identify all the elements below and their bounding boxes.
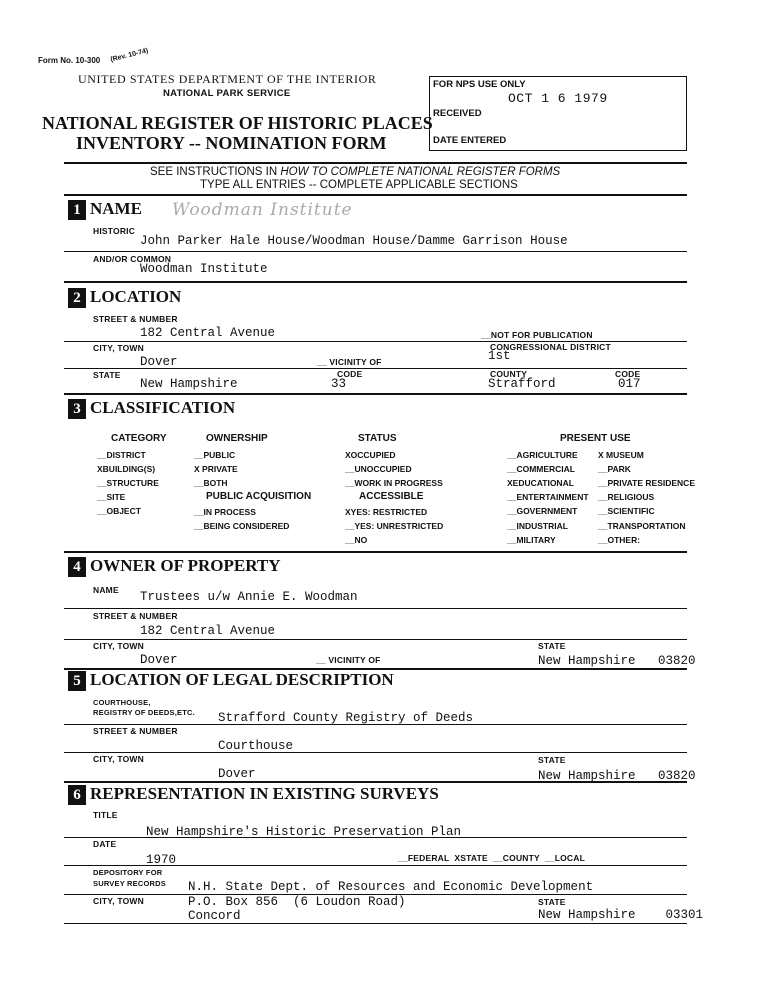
- county: Strafford: [488, 377, 556, 391]
- owner-city: Dover: [140, 653, 178, 667]
- section-number: 6: [68, 785, 86, 805]
- survey-date-label: DATE: [93, 839, 117, 849]
- divider: [64, 724, 687, 725]
- historic-name: John Parker Hale House/Woodman House/Damme Garrison House: [140, 234, 568, 248]
- section-title: OWNER OF PROPERTY: [90, 556, 281, 575]
- divider: [64, 281, 687, 283]
- owner-city-label: CITY, TOWN: [93, 641, 144, 651]
- present-use-option[interactable]: __AGRICULTURE: [507, 450, 578, 460]
- section-classification-heading: [68, 398, 235, 419]
- legal-state-label: STATE: [538, 755, 566, 765]
- owner-state-zip: New Hampshire 03820: [538, 654, 696, 668]
- legal-state-zip: New Hampshire 03820: [538, 769, 696, 783]
- owner-state-label: STATE: [538, 641, 566, 651]
- divider: [64, 781, 687, 783]
- form-title-line1: NATIONAL REGISTER OF HISTORIC PLACES: [42, 113, 433, 133]
- category-option[interactable]: __SITE: [97, 492, 126, 502]
- category-option[interactable]: __DISTRICT: [97, 450, 146, 460]
- ownership-option[interactable]: __PUBLIC: [194, 450, 236, 460]
- congressional-district: 1st: [488, 349, 511, 363]
- section-number: 3: [68, 399, 86, 419]
- divider: [64, 608, 687, 609]
- survey-date: 1970: [146, 853, 177, 867]
- legal-street: Courthouse: [218, 739, 294, 753]
- present-use-option[interactable]: __ENTERTAINMENT: [507, 492, 589, 502]
- divider: [64, 162, 687, 164]
- registry-label: REGISTRY OF DEEDS,ETC.: [93, 708, 195, 717]
- owner-vicinity-option: __ VICINITY OF: [316, 655, 381, 665]
- received-date-stamp: OCT 1 6 1979: [508, 91, 608, 106]
- present-use-option[interactable]: __OTHER:: [598, 535, 641, 545]
- legal-city-label: CITY, TOWN: [93, 754, 144, 764]
- status-option[interactable]: __WORK IN PROGRESS: [345, 478, 443, 488]
- depository: N.H. State Dept. of Resources and Economic Development: [188, 880, 594, 894]
- status-option[interactable]: XOCCUPIED: [345, 450, 396, 460]
- section-number: 5: [68, 671, 86, 691]
- divider: [64, 393, 687, 395]
- present-use-option[interactable]: __SCIENTIFIC: [598, 506, 655, 516]
- street-number-label: STREET & NUMBER: [93, 314, 178, 324]
- county-label: COUNTY: [490, 369, 528, 379]
- common-name-label: AND/OR COMMON: [93, 254, 172, 264]
- accessible-option[interactable]: XYES: RESTRICTED: [345, 507, 428, 517]
- present-use-option[interactable]: __COMMERCIAL: [507, 464, 576, 474]
- status-option[interactable]: __UNOCCUPIED: [345, 464, 412, 474]
- form-title-line2: INVENTORY -- NOMINATION FORM: [76, 133, 387, 153]
- survey-title: New Hampshire's Historic Preservation Plan: [146, 825, 462, 839]
- state-code: 33: [331, 377, 347, 391]
- city-town-label: CITY, TOWN: [93, 343, 144, 353]
- divider: [64, 752, 687, 753]
- handwritten-annotation: Woodman Institute: [172, 200, 353, 220]
- accessible-option[interactable]: __YES: UNRESTRICTED: [345, 521, 444, 531]
- category-heading: CATEGORY: [111, 433, 167, 444]
- date-entered-label: DATE ENTERED: [433, 135, 507, 146]
- ownership-heading: OWNERSHIP: [206, 433, 268, 444]
- accessible-option[interactable]: __NO: [345, 535, 368, 545]
- form-revision: (Rev. 10-74): [109, 47, 150, 64]
- public-acquisition-heading: PUBLIC ACQUISITION: [206, 491, 312, 502]
- acquisition-option[interactable]: __BEING CONSIDERED: [194, 521, 290, 531]
- ownership-option[interactable]: __BOTH: [194, 478, 228, 488]
- depository-state-label: STATE: [538, 897, 566, 907]
- vicinity-option: __ VICINITY OF: [317, 357, 382, 367]
- present-use-option[interactable]: __PARK: [598, 464, 631, 474]
- instructions-line2: TYPE ALL ENTRIES -- COMPLETE APPLICABLE SECTIONS: [200, 179, 518, 191]
- state: New Hampshire: [140, 377, 238, 391]
- owner-name-label: NAME: [93, 585, 119, 595]
- present-use-option[interactable]: X MUSEUM: [598, 450, 644, 460]
- county-code: 017: [618, 377, 641, 391]
- courthouse-registry: Strafford County Registry of Deeds: [218, 711, 474, 725]
- divider: [64, 923, 687, 924]
- section-title: REPRESENTATION IN EXISTING SURVEYS: [90, 784, 439, 803]
- state-label: STATE: [93, 370, 121, 380]
- accessible-heading: ACCESSIBLE: [359, 491, 424, 502]
- category-option[interactable]: XBUILDING(S): [97, 464, 156, 474]
- section-number: 2: [68, 288, 86, 308]
- courthouse-label: COURTHOUSE,: [93, 698, 151, 707]
- ownership-option[interactable]: X PRIVATE: [194, 464, 238, 474]
- section-name-heading: [68, 199, 142, 220]
- historic-label: HISTORIC: [93, 226, 136, 236]
- county-code-label: CODE: [615, 369, 641, 379]
- instructions-line1: SEE INSTRUCTIONS IN HOW TO COMPLETE NATIONAL REGISTER FORMS: [150, 166, 561, 178]
- present-use-option[interactable]: __MILITARY: [507, 535, 556, 545]
- divider: [64, 639, 687, 640]
- legal-street-label: STREET & NUMBER: [93, 726, 178, 736]
- depository-city-label: CITY, TOWN: [93, 896, 144, 906]
- divider: [64, 251, 687, 252]
- present-use-option[interactable]: __TRANSPORTATION: [598, 521, 686, 531]
- section-owner-heading: [68, 556, 281, 577]
- form-number: Form No. 10-300: [38, 56, 101, 65]
- section-title: CLASSIFICATION: [90, 398, 236, 417]
- nps-use-label: FOR NPS USE ONLY: [433, 79, 526, 90]
- owner-street-label: STREET & NUMBER: [93, 611, 178, 621]
- owner-name: Trustees u/w Annie E. Woodman: [140, 590, 358, 604]
- common-name: Woodman Institute: [140, 262, 268, 276]
- service-name: NATIONAL PARK SERVICE: [163, 88, 291, 99]
- divider: [64, 551, 687, 553]
- state-code-label: CODE: [337, 369, 363, 379]
- street-address: 182 Central Avenue: [140, 326, 276, 340]
- divider: [64, 837, 687, 838]
- present-use-option[interactable]: XEDUCATIONAL: [507, 478, 574, 488]
- category-option[interactable]: __OBJECT: [97, 506, 141, 516]
- present-use-option[interactable]: __GOVERNMENT: [507, 506, 578, 516]
- depository-city: Concord: [188, 909, 241, 923]
- acquisition-option[interactable]: __IN PROCESS: [194, 507, 256, 517]
- divider: [64, 368, 687, 369]
- depository-state-zip: New Hampshire 03301: [538, 908, 704, 922]
- section-location-heading: [68, 287, 181, 308]
- section-title: LOCATION: [90, 287, 182, 306]
- depository-label: DEPOSITORY FOR: [93, 868, 163, 877]
- present-use-option[interactable]: __PRIVATE RESIDENCE: [598, 478, 695, 488]
- section-surveys-heading: [68, 784, 439, 805]
- section-legal-description-heading: [68, 670, 394, 691]
- divider: [64, 194, 687, 196]
- divider: [64, 865, 687, 866]
- section-number: 4: [68, 557, 86, 577]
- not-for-publication-option: __NOT FOR PUBLICATION: [481, 330, 593, 340]
- category-option[interactable]: __STRUCTURE: [97, 478, 159, 488]
- section-number: 1: [68, 200, 86, 220]
- survey-title-label: TITLE: [93, 810, 118, 820]
- received-label: RECEIVED: [433, 108, 482, 119]
- section-title: LOCATION OF LEGAL DESCRIPTION: [90, 670, 394, 689]
- department-name: UNITED STATES DEPARTMENT OF THE INTERIOR: [78, 72, 377, 86]
- owner-street: 182 Central Avenue: [140, 624, 276, 638]
- city: Dover: [140, 355, 178, 369]
- congressional-district-label: CONGRESSIONAL DISTRICT: [490, 342, 611, 352]
- survey-records-label: SURVEY RECORDS: [93, 879, 166, 888]
- present-use-option[interactable]: __INDUSTRIAL: [507, 521, 568, 531]
- present-use-heading: PRESENT USE: [560, 433, 631, 444]
- survey-level-options[interactable]: __FEDERAL XSTATE __COUNTY __LOCAL: [398, 853, 585, 863]
- present-use-option[interactable]: __RELIGIOUS: [598, 492, 655, 502]
- section-title: NAME: [90, 199, 142, 218]
- status-heading: STATUS: [358, 433, 397, 444]
- legal-city: Dover: [218, 767, 256, 781]
- depository-address: P.O. Box 856 (6 Loudon Road): [188, 895, 406, 909]
